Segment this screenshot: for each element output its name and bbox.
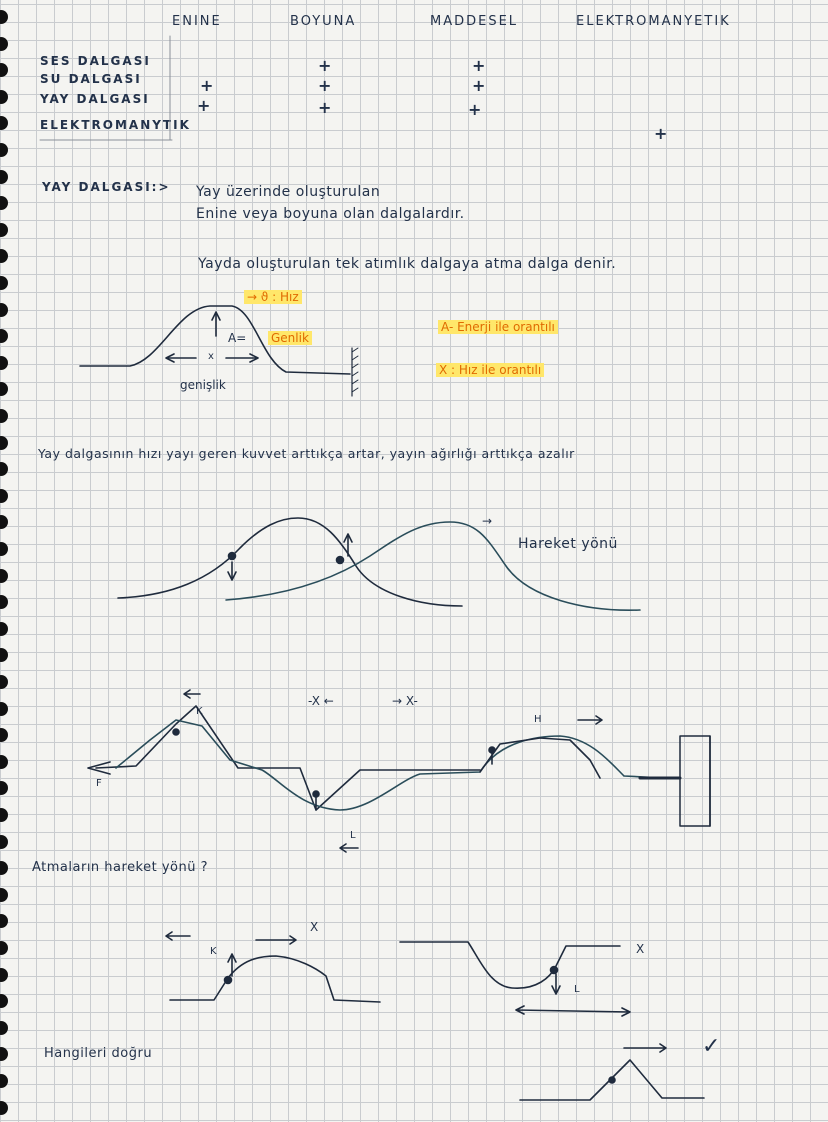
reflection-l-arrow — [340, 844, 358, 852]
question-l-label: L — [574, 984, 580, 995]
question-x-arrow — [256, 936, 296, 944]
question-x2-label: X — [636, 942, 645, 956]
mark-su-maddesel: + — [472, 76, 486, 95]
check-mark: ✓ — [702, 1034, 721, 1059]
question-k-label: K — [210, 946, 217, 957]
definition-heading: YAY DALGASI:> — [42, 180, 171, 194]
question-pulse-two — [400, 942, 620, 988]
col-header-enine: ENINE — [172, 14, 222, 29]
question-left-arrow — [166, 932, 190, 940]
final-question: Hangileri doğru — [44, 1046, 153, 1061]
wall-hatch — [352, 348, 358, 392]
reflection-l-label: L — [350, 830, 356, 841]
col-header-boyuna: BOYUNA — [290, 14, 357, 29]
genlik-label: Genlik — [268, 331, 312, 345]
mark-yay-maddesel: + — [468, 100, 482, 119]
col-header-elektromanyetik: ELEKTROMANYETIK — [576, 14, 731, 29]
amplitude-label: A= — [228, 331, 247, 345]
mark-yay-enine: + — [197, 96, 211, 115]
final-arrow — [624, 1044, 666, 1052]
reflection-h-label: H — [534, 714, 542, 725]
dot — [337, 557, 344, 564]
reflection-h-arrow — [578, 716, 602, 724]
mark-ses-maddesel: + — [472, 56, 486, 75]
question-text: Atmaların hareket yönü ? — [32, 860, 209, 875]
reflection-right-direction: → X- — [392, 694, 418, 708]
x-label: x — [208, 351, 214, 362]
speed-label: → ϑ : Hız — [244, 290, 302, 304]
reflection-k-label: K — [196, 706, 203, 717]
row-label-ses: SES DALGASI — [40, 54, 151, 68]
reflection-left-direction: -X ← — [308, 694, 334, 708]
dot — [229, 553, 236, 560]
question-pulse-one — [170, 956, 380, 1002]
reflection-wave-one — [96, 706, 480, 810]
energy-note: A- Enerji ile orantılı — [438, 320, 558, 334]
width-label: genişlik — [180, 378, 226, 392]
motion-direction-label: Hareket yönü — [518, 536, 618, 552]
definition-line-1: Yay üzerinde oluşturulan — [196, 184, 381, 200]
motion-arrow: → — [482, 514, 493, 528]
reflection-wave-two — [116, 720, 664, 810]
question-x1-label: X — [310, 920, 319, 934]
mark-ses-boyuna: + — [318, 56, 332, 75]
mark-yay-boyuna: + — [318, 98, 332, 117]
reflection-wave-three — [480, 738, 600, 778]
definition-line-3: Yayda oluşturulan tek atımlık dalgaya atma dalga denir. — [198, 256, 617, 272]
mark-su-enine: + — [200, 76, 214, 95]
row-label-su: SU DALGASI — [40, 72, 142, 86]
row-label-elektromanyetik: ELEKTROMANYTIK — [40, 118, 191, 132]
speed-note: X : Hız ile orantılı — [436, 363, 544, 377]
mark-su-boyuna: + — [318, 76, 332, 95]
pulse-two — [226, 522, 640, 610]
mark-em-elektromanyetik: + — [654, 124, 668, 143]
reflection-wall — [680, 736, 710, 826]
question-double-arrow — [516, 1006, 630, 1016]
row-label-yay: YAY DALGASI — [40, 92, 150, 106]
definition-line-2: Enine veya boyuna olan dalgalardır. — [196, 206, 465, 222]
reflection-k-arrow — [184, 690, 200, 698]
speed-sentence: Yay dalgasının hızı yayı geren kuvvet arttıkça artar, yayın ağırlığı arttıkça azalır — [38, 446, 575, 461]
pulse-wave — [80, 306, 350, 374]
reflection-f-label: F — [96, 778, 102, 789]
col-header-maddesel: MADDESEL — [430, 14, 519, 29]
